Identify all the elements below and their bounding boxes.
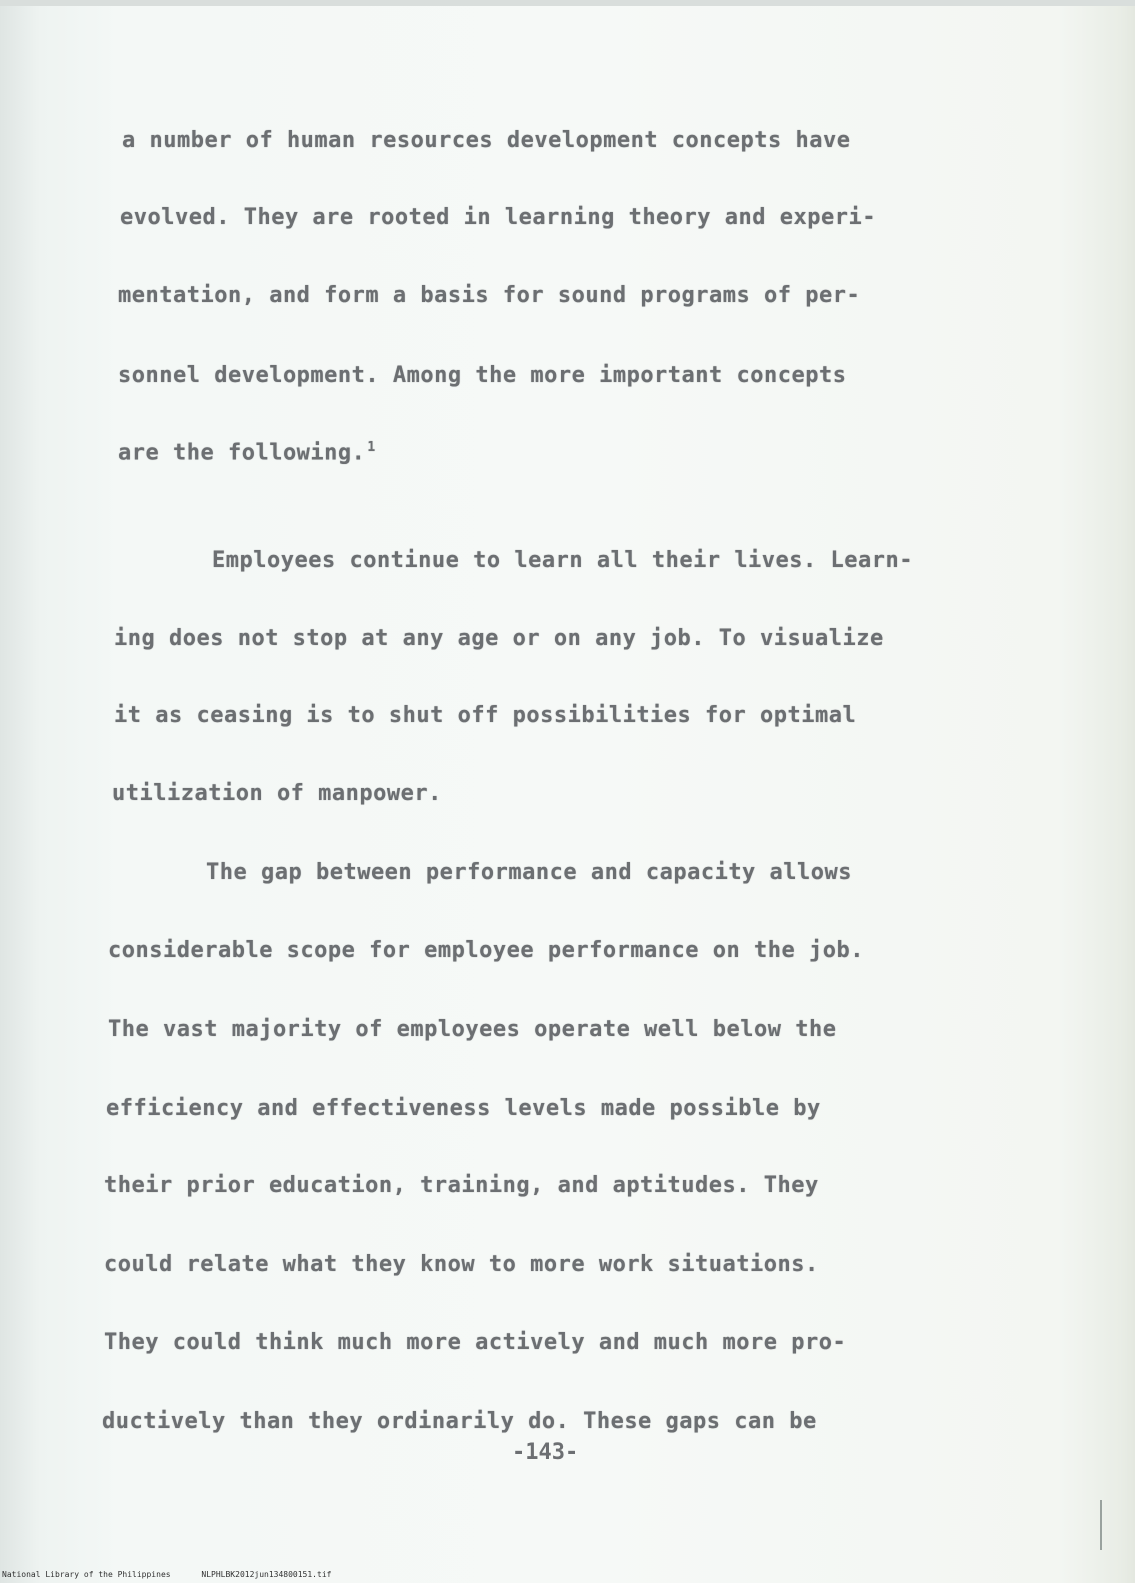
- text-line: ductively than they ordinarily do. These gaps can be: [102, 1409, 817, 1434]
- footnote-marker: 1: [367, 440, 376, 455]
- text-line: The gap between performance and capacity allows: [206, 860, 853, 885]
- text-line: are the following.: [118, 440, 366, 466]
- text-line: ing does not stop at any age or on any job. To visualize: [114, 626, 884, 651]
- text-line: a number of human resources development concepts have: [122, 128, 851, 153]
- scan-top-edge: [0, 0, 1135, 6]
- text-line: efficiency and effectiveness levels made possible by: [106, 1096, 821, 1121]
- text-line: it as ceasing is to shut off possibilities for optimal: [114, 703, 857, 728]
- scan-edge-mark: [1100, 1500, 1102, 1550]
- footer-library: National Library of the Philippines: [2, 1570, 171, 1579]
- text-line: Employees continue to learn all their lives. Learn-: [212, 548, 914, 573]
- text-line: mentation, and form a basis for sound programs of per-: [118, 283, 861, 308]
- text-line: sonnel development. Among the more important concepts: [118, 363, 847, 388]
- text-line: utilization of manpower.: [112, 781, 442, 806]
- text-line: The vast majority of employees operate well below the: [108, 1017, 837, 1042]
- page-number: -143-: [512, 1440, 579, 1465]
- footer-filename: NLPHLBK2012jun134800151.tif: [201, 1570, 332, 1579]
- text-line: could relate what they know to more work situations.: [104, 1252, 819, 1277]
- text-line: evolved. They are rooted in learning theory and experi-: [120, 205, 876, 230]
- text-line: considerable scope for employee performance on the job.: [108, 938, 864, 963]
- scan-footer: [2, 1570, 357, 1579]
- text-line: They could think much more actively and much more pro-: [104, 1330, 847, 1355]
- text-line: their prior education, training, and aptitudes. They: [104, 1173, 819, 1198]
- text-line-with-footnote: [118, 440, 376, 465]
